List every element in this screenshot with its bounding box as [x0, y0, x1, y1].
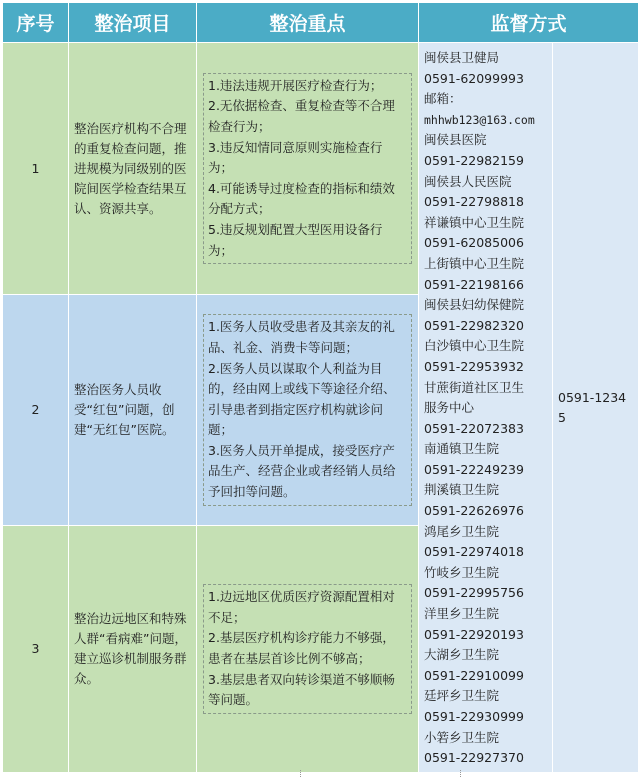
focus-cell [197, 43, 419, 295]
contact-phone: 0591-22920193 [424, 626, 524, 642]
focus-box [203, 73, 412, 264]
rectification-item: 整治医疗机构不合理的重复检查问题，推进规模为同级别的医院间医学检查结果互认、资源共享。 [69, 43, 197, 295]
contact-phone: 0591-22995756 [424, 585, 524, 601]
contact-name: 南通镇卫生院 [424, 441, 500, 457]
focus-line: 2.医务人员以谋取个人利益为目的，经由网上或线下等途径介绍、引导患者到指定医疗机构就诊问题； [208, 360, 396, 438]
supervision-contacts [419, 43, 553, 773]
contact-phone: 0591-22910099 [424, 667, 524, 683]
contact-phone: 0591-22927370 [424, 750, 524, 766]
page-guide-mark [300, 770, 302, 777]
rectification-item: 整治边远地区和特殊人群“看病难”问题，建立巡诊机制服务群众。 [69, 526, 197, 773]
header-row [3, 3, 639, 43]
contact-phone: 0591-22626976 [424, 503, 524, 519]
rectification-table [2, 2, 639, 773]
rectification-item: 整治医务人员收受“红包”问题，创建“无红包”医院。 [69, 295, 197, 526]
contact-phone: 0591-22982320 [424, 317, 524, 333]
focus-line: 2.基层医疗机构诊疗能力不够强，患者在基层首诊比例不够高； [208, 630, 395, 666]
row-number: 3 [3, 526, 69, 773]
contact-phone: 0591-22072383 [424, 420, 524, 436]
contact-phone: 0591-22198166 [424, 276, 524, 292]
focus-line: 3.违反知情同意原则实施检查行为； [208, 139, 383, 176]
hotline-cell [553, 43, 639, 773]
focus-line: 4.可能诱导过度检查的指标和绩效分配方式； [208, 180, 395, 217]
contact-phone: 0591-22930999 [424, 709, 524, 724]
header-focus: 整治重点 [197, 3, 419, 43]
hotline-number-cont: 5 [558, 409, 566, 425]
contact-name: 洋里乡卫生院 [424, 606, 500, 622]
contact-label: 邮箱： [424, 91, 462, 107]
hotline-number: 0591-1234 [558, 389, 627, 405]
row-number: 1 [3, 43, 69, 295]
page-guide-mark [460, 770, 462, 777]
focus-line: 3.基层患者双向转诊渠道不够顺畅等问题。 [208, 671, 395, 708]
contact-phone: 0591-62085006 [424, 235, 524, 251]
focus-line: 5.违反规划配置大型医用设备行为； [208, 221, 383, 258]
focus-line: 2.无依据检查、重复检查等不合理检查行为； [208, 98, 395, 135]
contact-name: 闽侯县卫健局 [424, 50, 500, 65]
contact-name: 小箬乡卫生院 [424, 729, 500, 745]
contact-phone: 0591-62099993 [424, 70, 524, 86]
focus-line: 1.医务人员收受患者及其亲友的礼品、礼金、消费卡等问题； [208, 319, 395, 355]
header-supervision: 监督方式 [419, 3, 639, 43]
contact-name: 白沙镇中心卫生院 [424, 338, 525, 354]
contact-phone: 0591-22974018 [424, 544, 524, 560]
contact-phone: 0591-22798818 [424, 194, 524, 210]
contact-name: 闽侯县人民医院 [424, 173, 512, 189]
contact-name: 服务中心 [424, 400, 475, 416]
contact-name: 闽侯县医院 [424, 132, 487, 148]
contact-name: 大湖乡卫生院 [424, 647, 500, 663]
contact-name: 鸿尾乡卫生院 [424, 523, 500, 539]
contact-name: 上街镇中心卫生院 [424, 255, 525, 271]
contact-phone: 0591-22982159 [424, 152, 524, 168]
table-row [3, 43, 639, 295]
focus-line: 1.违法违规开展医疗检查行为； [208, 77, 383, 93]
focus-cell [197, 526, 419, 773]
focus-line: 3.医务人员开单提成，接受医疗产品生产、经营企业或者经销人员给予回扣等问题。 [208, 442, 396, 500]
focus-box [203, 314, 412, 505]
focus-box [203, 584, 412, 714]
contact-name: 闽侯县妇幼保健院 [424, 297, 525, 313]
contact-name: 祥谦镇中心卫生院 [424, 214, 525, 230]
contact-email: mhhwb123@163.com [424, 112, 535, 127]
contact-name: 荆溪镇卫生院 [424, 482, 500, 498]
contact-phone: 0591-22249239 [424, 461, 524, 477]
contact-name: 廷坪乡卫生院 [424, 688, 500, 704]
focus-line: 1.边远地区优质医疗资源配置相对不足； [208, 589, 395, 625]
header-num: 序号 [3, 3, 69, 43]
focus-cell [197, 295, 419, 526]
row-number: 2 [3, 295, 69, 526]
header-item: 整治项目 [69, 3, 197, 43]
contact-name: 竹岐乡卫生院 [424, 564, 500, 580]
contact-phone: 0591-22953932 [424, 358, 524, 374]
contact-name: 甘蔗街道社区卫生 [424, 379, 525, 395]
